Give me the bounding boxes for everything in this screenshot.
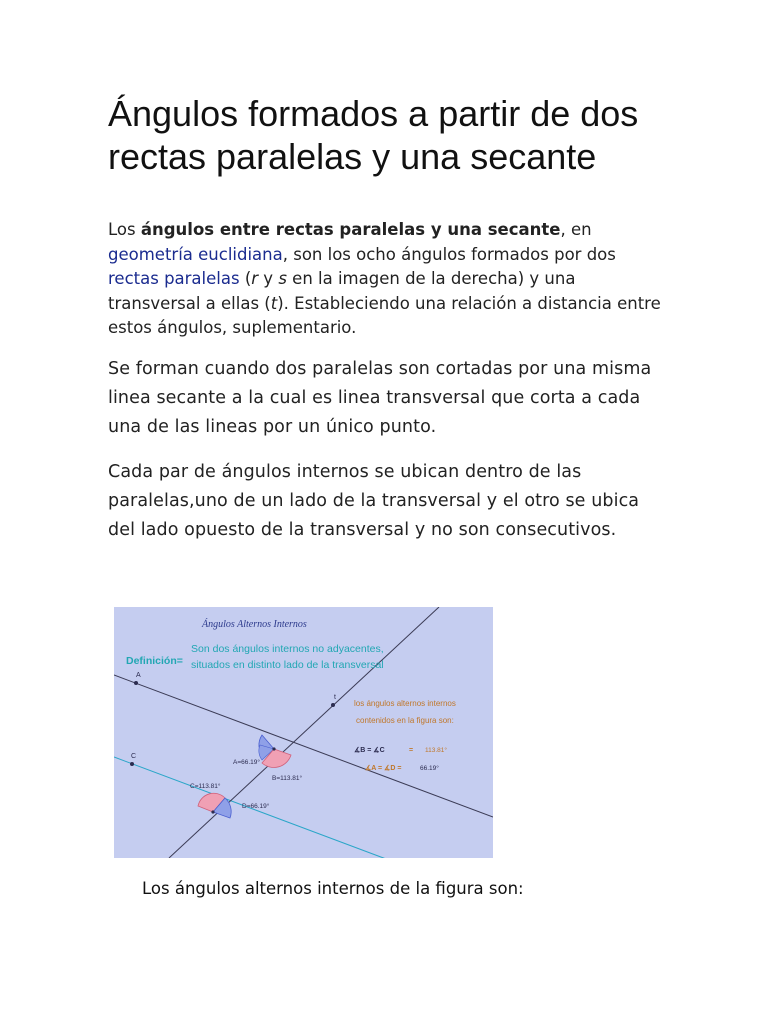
box-line-2: contenidos en la figura son: (356, 716, 454, 725)
angle-a-label: A=66.19° (233, 759, 260, 766)
point-t-label: t (334, 694, 336, 701)
link-geometria-euclidiana[interactable]: geometría euclidiana (108, 244, 283, 264)
equation-1-left: ∡B = ∡C (354, 747, 385, 754)
point-a-label: A (136, 672, 141, 679)
alternate-angles-figure (114, 607, 493, 858)
definition-label: Definición= (126, 655, 183, 667)
intro-paragraph (108, 218, 668, 341)
point-t-dot (331, 703, 335, 707)
paragraph-internos: Cada par de ángulos internos se ubican dentro de las paralelas,uno de un lado de la transversal y el otro se ubica del lado opuesto de la transversal y no son consecutivos. (108, 461, 640, 540)
angle-c-label: C=113.81° (190, 783, 221, 790)
intro-text: en la imagen de la derecha) y una transversal a ellas ( (108, 269, 576, 313)
intro-var-r: r (251, 269, 259, 288)
intro-text: ). Estableciendo una relación a distancia entre estos ángulos, suplementario. (108, 293, 661, 337)
figure-heading: Ángulos Alternos Internos (202, 619, 307, 630)
intersection-lower (211, 810, 214, 813)
point-c-dot (130, 762, 134, 766)
equation-2-left: ∡A = ∡D = (365, 765, 402, 772)
article (108, 92, 668, 545)
paragraph-secante: Se forman cuando dos paralelas son cortadas por una misma linea secante a la cual es linea transversal que corta a cada una de las lineas por un único punto. (108, 358, 652, 437)
definition-line-2: situados en distinto lado de la transversal (191, 659, 384, 671)
figure-caption: Los ángulos alternos internos de la figura son: (142, 879, 524, 898)
angle-d-label: D=66.19° (242, 803, 270, 810)
intro-text: , son los ocho ángulos formados por dos (282, 244, 616, 264)
intro-text: y (258, 269, 279, 288)
intro-text: ( (239, 269, 252, 288)
intersection-upper (272, 747, 275, 750)
intro-var-t: t (270, 293, 278, 313)
point-a-dot (134, 681, 138, 685)
equation-1-value: 113.81° (425, 747, 447, 754)
link-rectas-paralelas[interactable]: rectas paralelas (108, 269, 240, 288)
intro-var-s: s (278, 269, 287, 288)
definition-line-1: Son dos ángulos internos no adyacentes, (191, 643, 384, 655)
page-title: Ángulos formados a partir de dos rectas paralelas y una secante (108, 93, 639, 177)
angle-b-label: B=113.81° (272, 775, 303, 782)
equation-1-equals: = (409, 747, 414, 754)
box-line-1: los ángulos alternos internos (354, 699, 456, 708)
intro-text: , en (560, 220, 592, 239)
equation-2-value: 66.19° (420, 765, 439, 772)
point-c-label: C (131, 753, 137, 760)
intro-bold-term: ángulos entre rectas paralelas y una secante (140, 220, 561, 239)
intro-text: Los (108, 220, 141, 239)
